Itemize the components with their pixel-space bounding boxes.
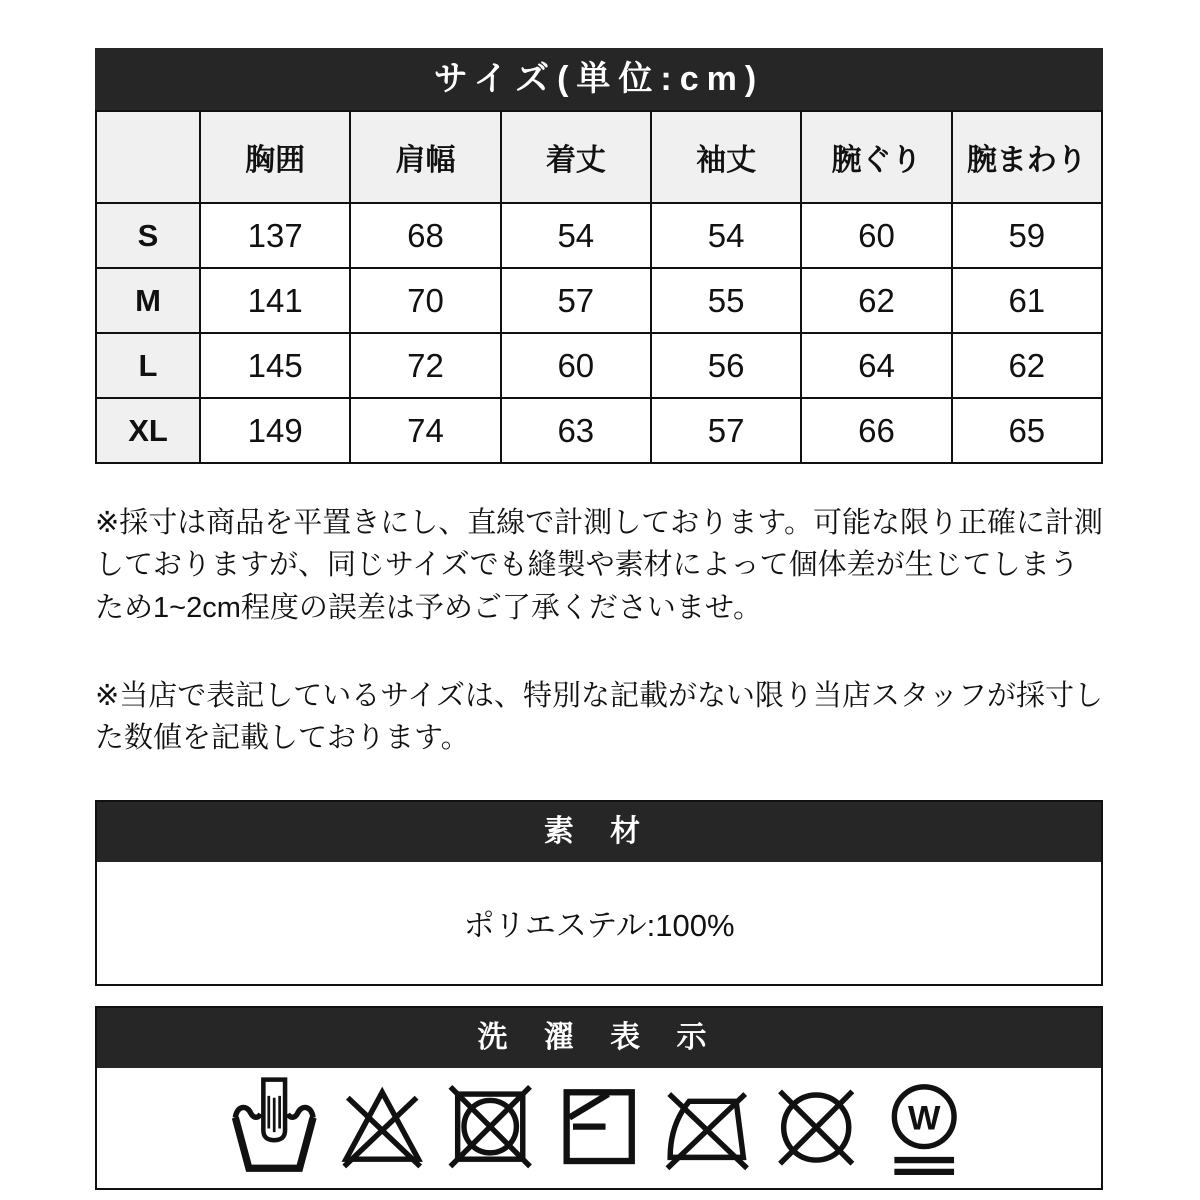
- cell-value: 66: [801, 398, 951, 463]
- cell-value: 56: [651, 333, 801, 398]
- column-header-arm-circumference: 腕まわり: [952, 111, 1102, 203]
- table-row-s: [96, 203, 1102, 268]
- size-table-header-row: [96, 111, 1102, 203]
- laundry-icons-row: [97, 1068, 1101, 1188]
- column-header-chest: 胸囲: [200, 111, 350, 203]
- size-table: [95, 110, 1103, 464]
- do-not-iron-icon: [662, 1076, 752, 1180]
- do-not-dry-clean-icon: [771, 1076, 861, 1180]
- cell-value: 74: [350, 398, 500, 463]
- cell-value: 57: [651, 398, 801, 463]
- size-label: M: [96, 268, 200, 333]
- cell-value: 54: [501, 203, 651, 268]
- laundry-section: [95, 1006, 1103, 1190]
- table-row-xl: [96, 398, 1102, 463]
- cell-value: 62: [952, 333, 1102, 398]
- hand-wash-icon: [229, 1076, 319, 1180]
- note-staff-measured: ※当店で表記しているサイズは、特別な記載がない限り当店スタッフが採寸した数値を記載しております。: [95, 679, 1103, 755]
- cell-value: 145: [200, 333, 350, 398]
- column-header-shoulder: 肩幅: [350, 111, 500, 203]
- cell-value: 59: [952, 203, 1102, 268]
- corner-cell: [96, 111, 200, 203]
- cell-value: 65: [952, 398, 1102, 463]
- table-row-m: [96, 268, 1102, 333]
- material-value: ポリエステル:100%: [97, 862, 1101, 984]
- size-label: L: [96, 333, 200, 398]
- cell-value: 60: [801, 203, 951, 268]
- cell-value: 63: [501, 398, 651, 463]
- cell-value: 60: [501, 333, 651, 398]
- cell-value: 62: [801, 268, 951, 333]
- material-title: 素 材: [97, 802, 1101, 862]
- column-header-armhole: 腕ぐり: [801, 111, 951, 203]
- cell-value: 149: [200, 398, 350, 463]
- column-header-sleeve: 袖丈: [651, 111, 801, 203]
- do-not-tumble-dry-icon: [445, 1076, 535, 1180]
- cell-value: 141: [200, 268, 350, 333]
- cell-value: 57: [501, 268, 651, 333]
- cell-value: 68: [350, 203, 500, 268]
- size-label: XL: [96, 398, 200, 463]
- do-not-bleach-icon: [337, 1076, 427, 1180]
- cell-value: 61: [952, 268, 1102, 333]
- wet-clean-gentle-icon: [879, 1076, 969, 1180]
- size-label: S: [96, 203, 200, 268]
- size-table-title: サイズ(単位:cm): [95, 48, 1103, 110]
- cell-value: 64: [801, 333, 951, 398]
- measurement-notes: [95, 502, 1103, 760]
- content-column: [95, 48, 1103, 1190]
- cell-value: 70: [350, 268, 500, 333]
- column-header-length: 着丈: [501, 111, 651, 203]
- cell-value: 54: [651, 203, 801, 268]
- laundry-title: 洗 濯 表 示: [97, 1008, 1101, 1068]
- svg-text:W: W: [908, 1098, 941, 1137]
- cell-value: 55: [651, 268, 801, 333]
- material-section: [95, 800, 1103, 986]
- cell-value: 137: [200, 203, 350, 268]
- cell-value: 72: [350, 333, 500, 398]
- table-row-l: [96, 333, 1102, 398]
- dry-flat-in-shade-icon: [554, 1076, 644, 1180]
- note-measurement-disclaimer: ※採寸は商品を平置きにし、直線で計測しております。可能な限り正確に計測しておりますが、同じサイズでも縫製や素材によって個体差が生じてしまうため1~2cm程度の誤差は予めご了承くださいませ。: [95, 507, 1103, 624]
- size-table-section: [95, 48, 1103, 464]
